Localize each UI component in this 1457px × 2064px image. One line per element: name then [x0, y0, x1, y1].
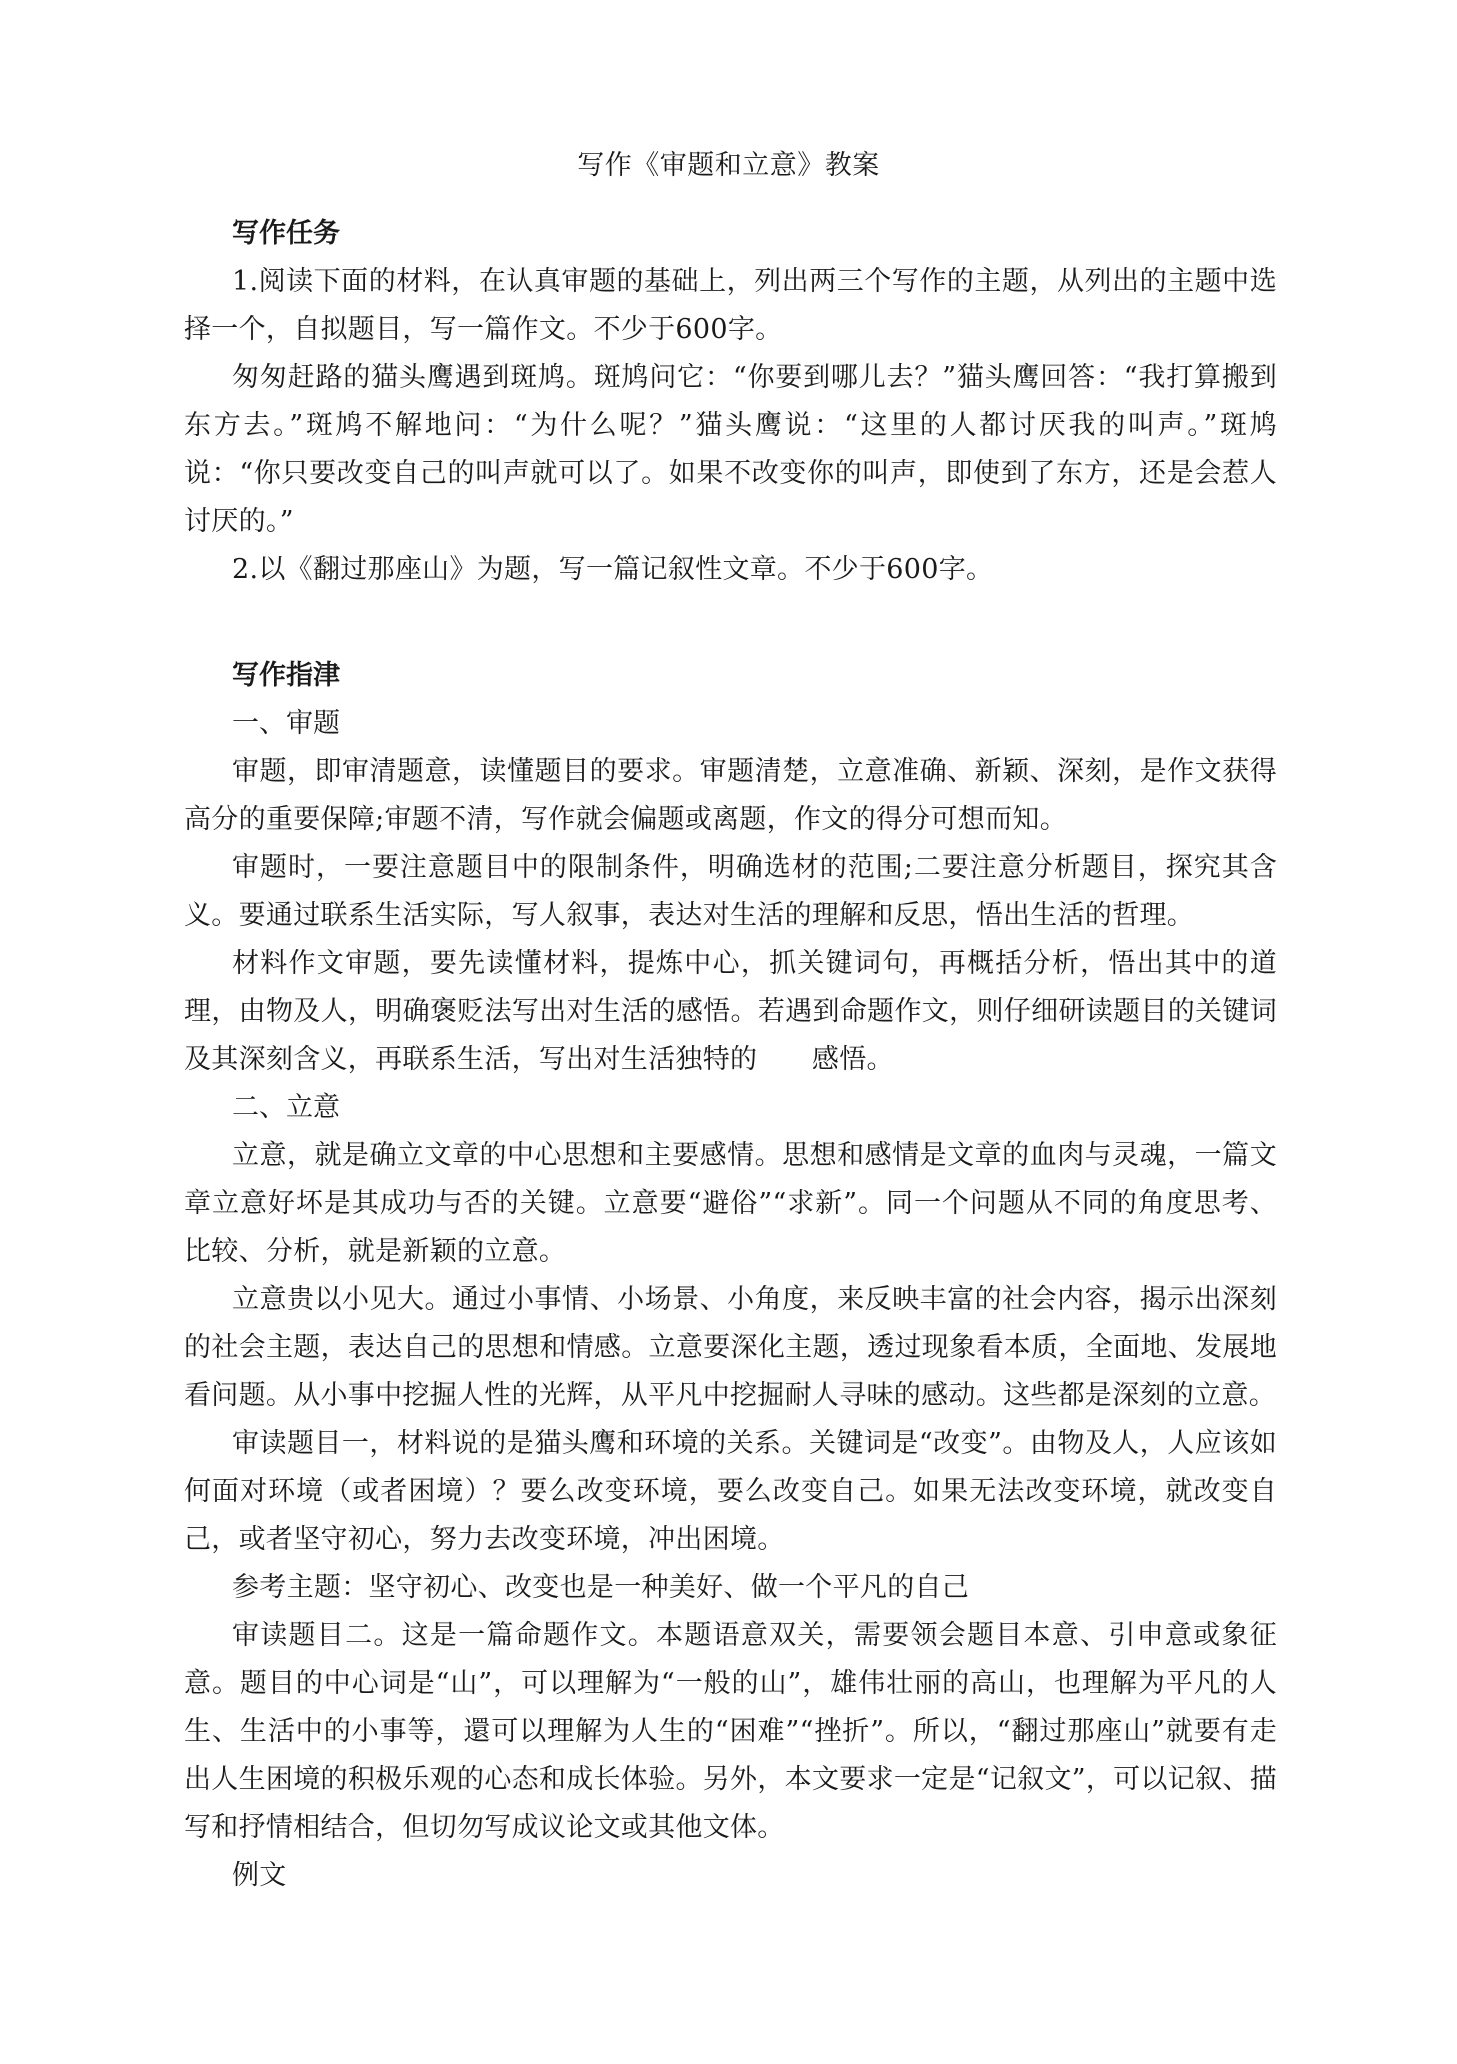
document-body	[184, 210, 1277, 1900]
task-item-2: 2.以《翻过那座山》为题，写一篇记叙性文章。不少于600字。	[232, 554, 994, 585]
shenti-paragraph-3: 材料作文审题，要先读懂材料，提炼中心，抓关键词句，再概括分析，悟出其中的道理，由物及人，明确褒贬法写出对生活的感悟。若遇到命题作文，则仔细研读题目的关键词及其深刻含义，再联系生活，写出对生活独特的 感悟。	[184, 948, 1277, 1075]
liyi-paragraph-3: 审读题目一，材料说的是猫头鹰和环境的关系。关键词是“改变”。由物及人，人应该如何面对环境（或者困境）？要么改变环境，要么改变自己。如果无法改变环境，就改变自己，或者坚守初心，努力去改变环境，冲出困境。	[184, 1428, 1277, 1555]
shenti-paragraph-2: 审题时，一要注意题目中的限制条件，明确选材的范围;二要注意分析题目，探究其含义。要通过联系生活实际，写人叙事，表达对生活的理解和反思，悟出生活的哲理。	[184, 852, 1277, 931]
document-title: 写作《审题和立意》教案	[577, 150, 880, 181]
task-item-1: 1.阅读下面的材料，在认真审题的基础上，列出两三个写作的主题，从列出的主题中选择一个，自拟题目，写一篇作文。不少于600字。	[184, 266, 1277, 345]
section-heading-guide: 写作指津	[232, 660, 340, 691]
liyi-paragraph-5: 审读题目二。这是一篇命题作文。本题语意双关，需要领会题目本意、引申意或象征意。题目的中心词是“山”，可以理解为“一般的山”，雄伟壮丽的高山，也理解为平凡的人生、生活中的小事等，還可以理解为人生的“困难”“挫折”。所以，“翻过那座山”就要有走出人生困境的积极乐观的心态和成长体验。另外，本文要求一定是“记叙文”，可以记叙、描写和抒情相结合，但切勿写成议论文或其他文体。	[184, 1620, 1277, 1843]
task-material: 匆匆赶路的猫头鹰遇到斑鸠。斑鸠问它：“你要到哪儿去？”猫头鹰回答：“我打算搬到东方去。”斑鸠不解地问：“为什么呢？”猫头鹰说：“这里的人都讨厌我的叫声。”斑鸠说：“你只要改变自己的叫声就可以了。如果不改变你的叫声，即使到了东方，还是会惹人讨厌的。”	[184, 362, 1277, 537]
liyi-paragraph-1: 立意，就是确立文章的中心思想和主要感情。思想和感情是文章的血肉与灵魂，一篇文章立意好坏是其成功与否的关键。立意要“避俗”“求新”。同一个问题从不同的角度思考、比较、分析，就是新颖的立意。	[184, 1140, 1277, 1267]
example-label: 例文	[232, 1860, 287, 1891]
section-heading-task: 写作任务	[232, 218, 340, 249]
liyi-paragraph-2: 立意贵以小见大。通过小事情、小场景、小角度，来反映丰富的社会内容，揭示出深刻的社会主题，表达自己的思想和情感。立意要深化主题，透过现象看本质，全面地、发展地看问题。从小事中挖掘人性的光辉，从平凡中挖掘耐人寻味的感动。这些都是深刻的立意。	[184, 1284, 1277, 1411]
shenti-paragraph-1: 审题，即审清题意，读懂题目的要求。审题清楚，立意准确、新颖、深刻，是作文获得高分的重要保障;审题不清，写作就会偏题或离题，作文的得分可想而知。	[184, 756, 1277, 835]
section-spacer	[184, 594, 1277, 652]
subheading-shenti: 一、审题	[232, 708, 340, 739]
reference-themes: 参考主题：坚守初心、改变也是一种美好、做一个平凡的自己	[232, 1572, 970, 1603]
subheading-liyi: 二、立意	[232, 1092, 340, 1123]
